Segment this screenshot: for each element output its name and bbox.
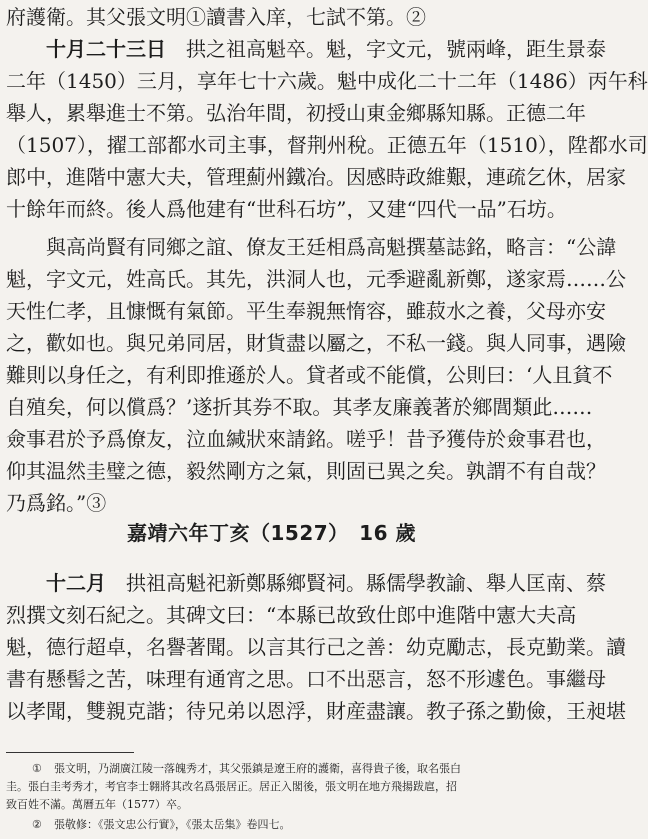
footnote-text: 張敬修：《張文忠公行實》，《張太岳集》卷四七。: [54, 818, 291, 831]
text-line: （1507），擢工部都水司主事，督荆州稅。正德五年（1510），陞都水司: [6, 133, 648, 157]
footnote-1: [6, 760, 537, 778]
entry-text: 拱祖高魁祀新鄭縣鄉賢祠。縣儒學教諭、舉人匡南、蔡: [126, 571, 606, 595]
text-line: 魁，德行超卓，名譽著聞。以言其行己之善：幼克勵志，長克勤業。讀: [6, 635, 626, 659]
footnote-divider: [6, 752, 134, 753]
text-line: 府護衛。其父張文明①讀書入庠，七試不第。②: [6, 5, 426, 29]
entry-text: 拱之祖高魁卒。魁，字文元，號兩峰，距生景泰: [186, 37, 606, 61]
footnote-2: [6, 816, 537, 834]
text-line: 書有懸髻之苦，味理有通宵之思。口不出惡言，怒不形遽色。事繼母: [6, 667, 606, 691]
footnote-marker: ②: [32, 818, 42, 831]
text-line: 難則以身任之，有利即推遜於人。貸者或不能償，公則曰：‘人且貧不: [6, 363, 613, 387]
footnote-1-cont: 致百姓不滿。萬曆五年（1577）卒。: [6, 798, 188, 811]
footnote-marker: ①: [32, 762, 42, 775]
text-line: 乃爲銘。”③: [6, 491, 107, 515]
entry-date: 十二月: [46, 571, 106, 595]
text-line: 自殖矣，何以償爲？’遂折其券不取。其孝友廉義著於鄉閭類此……: [6, 395, 593, 419]
text-line: 之，歡如也。與兄弟同居，財貨盡以屬之，不私一錢。與人同事，遇險: [6, 331, 626, 355]
footnote-text: 張文明，乃湖廣江陵一落魄秀才，其父張鎮是遼王府的護衛，喜得貴子後，取名張白: [54, 762, 461, 775]
text-line: 與高尚賢有同鄉之誼、僚友王廷相爲高魁撰墓誌銘，略言：“公諱: [46, 235, 617, 259]
text-line: 舉人，累舉進士不第。弘治年間，初授山東金鄉縣知縣。正德二年: [6, 101, 586, 125]
text-line: 魁，字文元，姓高氏。其先，洪洞人也，元季避亂新鄭，遂家焉……公: [6, 267, 626, 291]
text-line: 二年（1450）三月，享年七十六歲。魁中成化二十二年（1486）丙午科: [6, 69, 648, 93]
text-line: 天性仁孝，且慷慨有氣節。平生奉親無惰容，雖菽水之養，父母亦安: [6, 299, 606, 323]
text-line: 十餘年而終。後人爲他建有“世科石坊”，又建“四代一品”石坊。: [6, 197, 567, 221]
text-line: 仰其温然圭璧之德，毅然剛方之氣，則固已異之矣。孰謂不有自哉？: [6, 459, 606, 483]
text-line: [46, 568, 606, 598]
entry-date: 十月二十三日: [46, 37, 166, 61]
section-heading: 嘉靖六年丁亥（1527） 16 歲: [127, 521, 416, 545]
text-line: 僉事君於予爲僚友，泣血緘狀來請銘。嗟乎！昔予獲侍於僉事君也，: [6, 427, 606, 451]
text-line: 烈撰文刻石紀之。其碑文曰：“本縣已故致仕郎中進階中憲大夫高: [6, 603, 577, 627]
text-line: 郎中，進階中憲大夫，管理薊州鐵冶。因感時政維艱，連疏乞休，居家: [6, 165, 626, 189]
footnote-1-cont: 圭。張白圭考秀才，考官李士翱將其改名爲張居正。居正入閣後，張文明在地方飛揚跋扈，招: [6, 780, 457, 793]
text-line: 以孝聞，雙親克諧；待兄弟以恩浮，財産盡讓。教子孫之勤儉，王昶堪: [6, 699, 626, 723]
text-line: [46, 34, 606, 64]
